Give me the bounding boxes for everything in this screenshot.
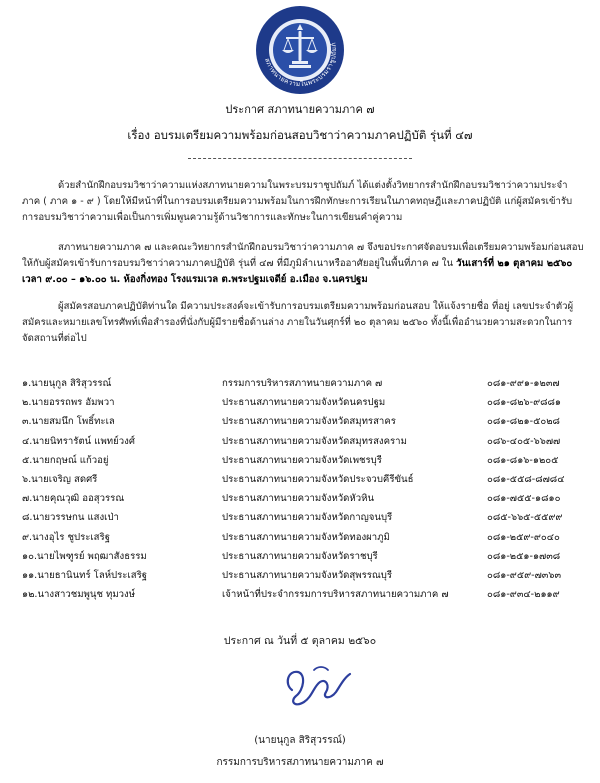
contact-position: ประธานสภาทนายความจังหวัดประจวบคีรีขันธ์ [222, 474, 414, 486]
svg-text:สภาทนายความในพระบรมราชูปถัมภ์: สภาทนายความในพระบรมราชูปถัมภ์ [263, 41, 339, 89]
contact-phone: ๐๘๑-๘๒๖-๙๘๘๑ [487, 397, 562, 409]
body-paragraph-2 [22, 240, 584, 288]
contact-phone: ๐๘๑-๙๕๙-๗๓๖๓ [487, 569, 562, 581]
contact-name: ๖.นายเจริญ สดศรี [22, 474, 98, 486]
contact-phone: ๐๘๕-๖๖๕-๕๕๙๙ [487, 512, 563, 524]
contact-row [22, 566, 584, 585]
contact-phone: ๐๘๑-๕๕๘-๘๗๘๔ [487, 474, 565, 486]
contact-row [22, 585, 584, 604]
contact-phone: ๐๘๑-๙๙๑-๑๒๓๗ [487, 378, 560, 390]
contact-name: ๓.นายสมนึก โพธิ์ทะเล [22, 416, 115, 428]
contact-name: ๑.นายนุกูล สิริสุวรรณ์ [22, 378, 112, 390]
contact-phone: ๐๘๑-๘๒๑-๕๐๒๘ [487, 416, 560, 428]
event-date-venue: วันเสาร์ที่ ๒๑ ตุลาคม ๒๕๖๐ เวลา ๙.๐๐ – ๑๖.๐๐ น. ห้องกิ่งทอง โรงแรมเวล ต.พระปฐมเจดีย์ อ.เมือง จ.นครปฐม [22, 258, 573, 285]
contact-phone: ๐๘๑-๘๑๖-๑๒๐๕ [487, 454, 559, 466]
body-paragraph-1: ด้วยสำนักฝึกอบรมวิชาว่าความแห่งสภาทนายความในพระบรมราชูปถัมภ์ ได้แต่งตั้งวิทยากรสำนักฝึกอบรมวิชาว่าความประจำภาค ( ภาค ๑ - ๙ ) โดยให้มีหน้าที่ในการอบรมเตรียมความพร้อมในการฝึกทักษะการเรียนในภาคทฤษฎีและภาคปฏิบัติ แก่ผู้สมัครเข้ารับการอบรมวิชาว่าความเพื่อเป็นการเพิ่มพูนความรู้ด้านวิชาการและทักษะในการเขียนคำคู่ความ [22, 180, 573, 223]
contact-position: ประธานสภาทนายความจังหวัดสมุทรสงคราม [222, 435, 407, 447]
contact-position: ประธานสภาทนายความจังหวัดนครปฐม [222, 397, 386, 409]
announcement-date: ประกาศ ณ วันที่ ๕ ตุลาคม ๒๕๖๐ [223, 635, 377, 647]
contact-list [22, 374, 584, 604]
contact-position: เจ้าหน้าที่ประจำกรรมการบริหารสภาทนายความภาค ๗ [222, 589, 449, 601]
contact-name: ๒.นายอรรถพร อัมพวา [22, 397, 115, 409]
contact-name: ๗.นายคุณวุฒิ ออสุวรรณ [22, 493, 125, 505]
contact-row [22, 547, 584, 566]
contact-row [22, 489, 584, 508]
contact-phone: ๐๘๖-๔๐๕-๖๖๗๗ [487, 435, 561, 447]
contact-position: ประธานสภาทนายความจังหวัดกาญจนบุรี [222, 512, 393, 524]
handwritten-signature [274, 656, 364, 714]
body-paragraph-3: ผู้สมัครสอบภาคปฏิบัติท่านใด มีความประสงค์จะเข้ารับการอบรมเตรียมความพร้อมก่อนสอบ ให้แจ้งรายชื่อ ที่อยู่ เลขประจำตัวผู้สมัครและหมายเลขโทรศัพท์เพื่อสำรองที่นั่งกับผู้มีรายชื่อด้านล่าง ภายในวันศุกร์ที่ ๒๐ ตุลาคม ๒๕๖๐ ทั้งนี้เพื่ออำนวยความสะดวกในการจัดสถานที่ต่อไป [22, 301, 574, 344]
contact-position: ประธานสภาทนายความจังหวัดราชบุรี [222, 550, 378, 562]
contact-row [22, 412, 584, 431]
contact-row [22, 451, 584, 470]
contact-row [22, 393, 584, 412]
contact-phone: ๐๘๑-๒๕๙-๙๐๔๐ [487, 531, 560, 543]
contact-name: ๘.นายวรรษกน แสงเป่า [22, 512, 119, 524]
contact-position: ประธานสภาทนายความจังหวัดทองผาภูมิ [222, 531, 390, 543]
contact-row [22, 508, 584, 527]
contact-phone: ๐๘๑-๙๓๔-๒๑๑๙ [487, 589, 560, 601]
contact-position: ประธานสภาทนายความจังหวัดสุพรรณบุรี [222, 569, 393, 581]
signer-title: กรรมการบริหารสภาทนายความภาค ๗ [216, 757, 384, 768]
contact-name: ๙.นางอุไร ชูประเสริฐ [22, 531, 110, 543]
contact-row [22, 432, 584, 451]
contact-name: ๑๑.นายธานินทร์ โลห์ประเสริฐ [22, 569, 148, 581]
contact-position: ประธานสภาทนายความจังหวัดเพชรบุรี [222, 454, 382, 466]
contact-position: กรรมการบริหารสภาทนายความภาค ๗ [222, 378, 383, 390]
signer-name: (นายนุกูล สิริสุวรรณ์) [254, 735, 346, 746]
announcement-subject: เรื่อง อบรมเตรียมความพร้อมก่อนสอบวิชาว่าความภาคปฏิบัติ รุ่นที่ ๔๗ [127, 128, 473, 142]
contact-position: ประธานสภาทนายความจังหวัดหัวหิน [222, 493, 375, 505]
lawyers-council-seal-logo [254, 4, 346, 96]
body-paragraph-2-text: สภาทนายความภาค ๗ และคณะวิทยากรสำนักฝึกอบรมวิชาว่าความภาค ๗ จึงขอประกาศจัดอบรมเพื่อเตรียมความพร้อมก่อนสอบ ให้กับผู้สมัครเข้ารับการอบรมวิชาว่าความภาคปฏิบัติ รุ่นที่ ๔๗ ที่มีภูมิลำเนาหรืออาศัยอยู่ในพื้นที่ภาค ๗ ใน [22, 242, 584, 269]
contact-name: ๕.นายกฤษณ์ แก้วอยู่ [22, 454, 109, 466]
contact-phone: ๐๘๑-๒๕๑-๑๗๓๘ [487, 550, 561, 562]
contact-row [22, 374, 584, 393]
contact-name: ๑๐.นายไพฑูรย์ พฤฒาสังธรรม [22, 550, 147, 562]
contact-row [22, 470, 584, 489]
contact-phone: ๐๘๑-๗๕๕-๑๘๑๐ [487, 493, 561, 505]
contact-position: ประธานสภาทนายความจังหวัดสมุทรสาคร [222, 416, 396, 428]
announcement-title: ประกาศ สภาทนายความภาค ๗ [225, 103, 375, 116]
contact-name: ๑๒.นางสาวชมพูนุช ทุมวงษ์ [22, 589, 136, 601]
contact-row [22, 528, 584, 547]
title-divider [188, 158, 412, 159]
contact-name: ๔.นายนิทรารัตน์ แพทย์วงศ์ [22, 435, 135, 447]
